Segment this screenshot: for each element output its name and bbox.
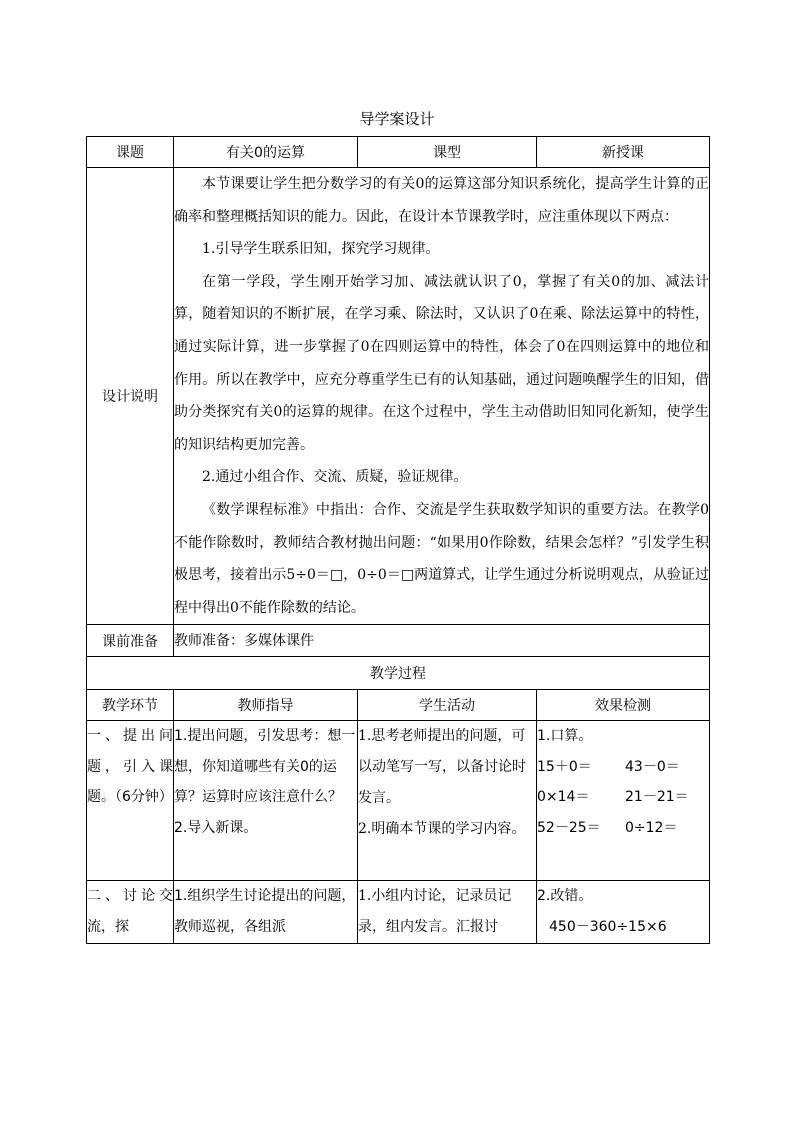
design-paragraph: 《数学课程标准》中指出：合作、交流是学生获取数学知识的重要方法。在教学0不能作除数时，教师结合教材抛出问题：“如果用0作除数，结果会怎样？”引发学生积极思考，接着出示5÷0＝□，0÷0＝□两道算式，让学生通过分析说明观点，从验证过程中得出0不能作除数的结论。 [174,501,709,616]
student-cell: 1.小组内讨论，记录员记录，组内发言。汇报讨 [358,881,537,944]
stage-cell: 二、讨论交流，探 [87,881,174,944]
calc-item: 21－21＝ [625,789,689,806]
process-row-2 [87,881,710,944]
calc-item: 43－0＝ [625,758,680,775]
stage-cell: 一、提出问题，引入课题。（6分钟） [87,721,174,881]
prep-label: 课前准备 [87,625,174,657]
teacher-cell: 1.组织学生讨论提出的问题，教师巡视，各组派 [174,881,358,944]
student-item: 1.思考老师提出的问题，可以动笔写一写，以备讨论时发言。 [358,728,526,807]
process-title-row [87,657,710,690]
header-row [87,137,710,168]
prep-row [87,625,710,657]
student-cell [358,721,537,881]
calc-item: 0÷12＝ [625,819,678,836]
student-item: 2.明确本节课的学习内容。 [358,821,526,838]
column-header: 教师指导 [174,690,358,721]
check-cell [537,721,710,881]
teacher-item: 1.提出问题，引发思考：想一想，你知道哪些有关0的运算？运算时应该注意什么？ [174,728,356,806]
design-label: 设计说明 [87,168,174,625]
column-header: 教学环节 [87,690,174,721]
column-header: 效果检测 [537,690,710,721]
check-expression: 450－360÷15×6 [549,918,667,935]
type-label: 课型 [358,137,537,168]
check-cell [537,881,710,944]
calc-item: 0×14＝ [537,789,590,806]
document-title: 导学案设计 [359,110,435,128]
calc-row [537,782,709,813]
prep-value: 教师准备：多媒体课件 [174,625,710,657]
column-header: 学生活动 [358,690,537,721]
process-header-row [87,690,710,721]
check-title: 1.口算。 [537,728,593,745]
process-row-1 [87,721,710,881]
design-row [87,168,710,625]
calc-row [537,752,709,783]
type-value: 新授课 [537,137,710,168]
teacher-cell [174,721,358,881]
check-title: 2.改错。 [537,888,593,905]
lesson-plan-table [86,136,710,944]
topic-value: 有关0的运算 [174,137,358,168]
design-paragraph: 1.引导学生联系旧知，探究学习规律。 [202,241,440,258]
design-paragraph: 在第一学段，学生刚开始学习加、减法就认识了0，掌握了有关0的加、减法计算，随着知识的不断扩展，在学习乘、除法时，又认识了0在乘、除法运算中的特性，通过实际计算，进一步掌握了0在四则运算中的特性，体会了0在四则运算中的地位和作用。所以在教学中，应充分尊重学生已有的认知基础，通过问题唤醒学生的旧知，借助分类探究有关0的运算的规律。在这个过程中，学生主动借助旧知同化新知，使学生的知识结构更加完善。 [174,273,709,453]
topic-label: 课题 [87,137,174,168]
design-description [174,168,710,625]
process-title: 教学过程 [87,657,710,690]
calc-row [537,813,709,844]
design-paragraph: 2.通过小组合作、交流、质疑，验证规律。 [202,469,468,486]
calc-item: 15＋0＝ [537,758,592,775]
calc-item: 52－25＝ [537,819,601,836]
teacher-item: 2.导入新课。 [174,819,258,836]
design-paragraph: 本节课要让学生把分数学习的有关0的运算这部分知识系统化，提高学生计算的正确率和整理概括知识的能力。因此，在设计本节课教学时，应注重体现以下两点： [174,176,709,225]
